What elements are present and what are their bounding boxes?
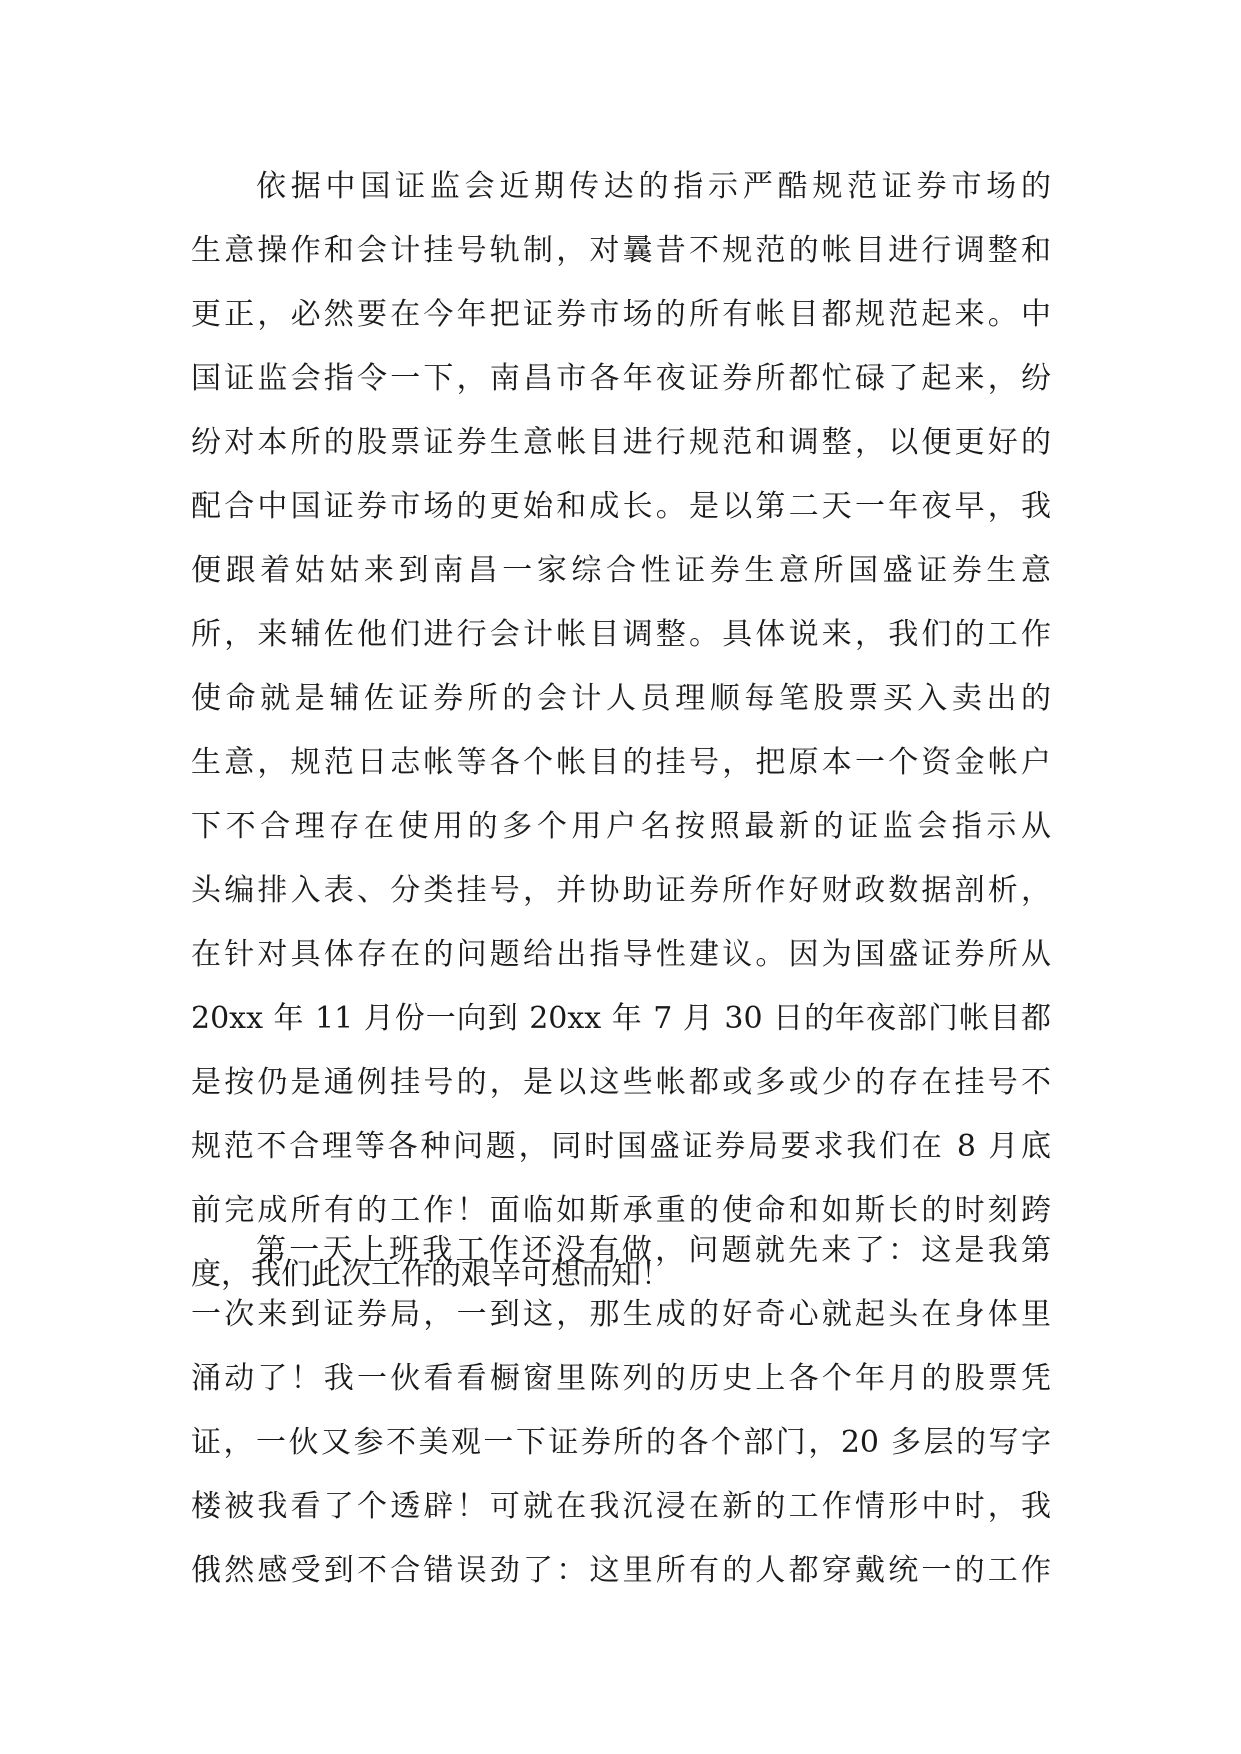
text-line: 规范不合理等各种问题，同时国盛证券局要求我们在 8 月底 [191, 1129, 1051, 1164]
text-line: 更正，必然要在今年把证券市场的所有帐目都规范起来。中 [191, 297, 1051, 332]
text-line: 头编排入表、分类挂号，并协助证券所作好财政数据剖析， [191, 873, 1051, 908]
text-line: 依据中国证监会近期传达的指示严酷规范证券市场的 [256, 169, 1051, 204]
text-line: 所，来辅佐他们进行会计帐目调整。具体说来，我们的工作 [191, 617, 1051, 652]
text-line: 涌动了！我一伙看看橱窗里陈列的历史上各个年月的股票凭 [191, 1361, 1051, 1396]
text-line: 是按仍是通例挂号的，是以这些帐都或多或少的存在挂号不 [191, 1065, 1051, 1100]
text-line: 配合中国证券市场的更始和成长。是以第二天一年夜早，我 [191, 489, 1051, 524]
text-line: 下不合理存在使用的多个用户名按照最新的证监会指示从 [191, 809, 1051, 844]
text-line: 20xx 年 11 月份一向到 20xx 年 7 月 30 日的年夜部门帐目都 [191, 1001, 1051, 1036]
text-line: 生意，规范日志帐等各个帐目的挂号，把原本一个资金帐户 [191, 745, 1051, 780]
text-line: 第一天上班我工作还没有做，问题就先来了：这是我第 [256, 1233, 1051, 1268]
text-line: 在针对具体存在的问题给出指导性建议。因为国盛证券所从 [191, 937, 1051, 972]
text-line: 生意操作和会计挂号轨制，对曩昔不规范的帐目进行调整和 [191, 233, 1051, 268]
text-line: 一次来到证券局，一到这，那生成的好奇心就起头在身体里 [191, 1297, 1051, 1332]
text-line: 使命就是辅佐证券所的会计人员理顺每笔股票买入卖出的 [191, 681, 1051, 716]
text-line: 前完成所有的工作！面临如斯承重的使命和如斯长的时刻跨 [191, 1193, 1051, 1228]
text-line: 俄然感受到不合错误劲了：这里所有的人都穿戴统一的工作 [191, 1553, 1051, 1588]
text-line: 纷对本所的股票证券生意帐目进行规范和调整，以便更好的 [191, 425, 1051, 460]
paragraph-1 [191, 155, 1051, 1307]
text-line: 便跟着姑姑来到南昌一家综合性证券生意所国盛证券生意 [191, 553, 1051, 588]
text-line: 度，我们此次工作的艰辛可想而知！ [191, 1257, 671, 1292]
paragraph-2 [191, 1219, 1051, 1603]
text-line: 国证监会指令一下，南昌市各年夜证券所都忙碌了起来，纷 [191, 361, 1051, 396]
text-line: 楼被我看了个透辟！可就在我沉浸在新的工作情形中时，我 [191, 1489, 1051, 1524]
text-line: 证，一伙又参不美观一下证券所的各个部门，20 多层的写字 [191, 1425, 1051, 1460]
